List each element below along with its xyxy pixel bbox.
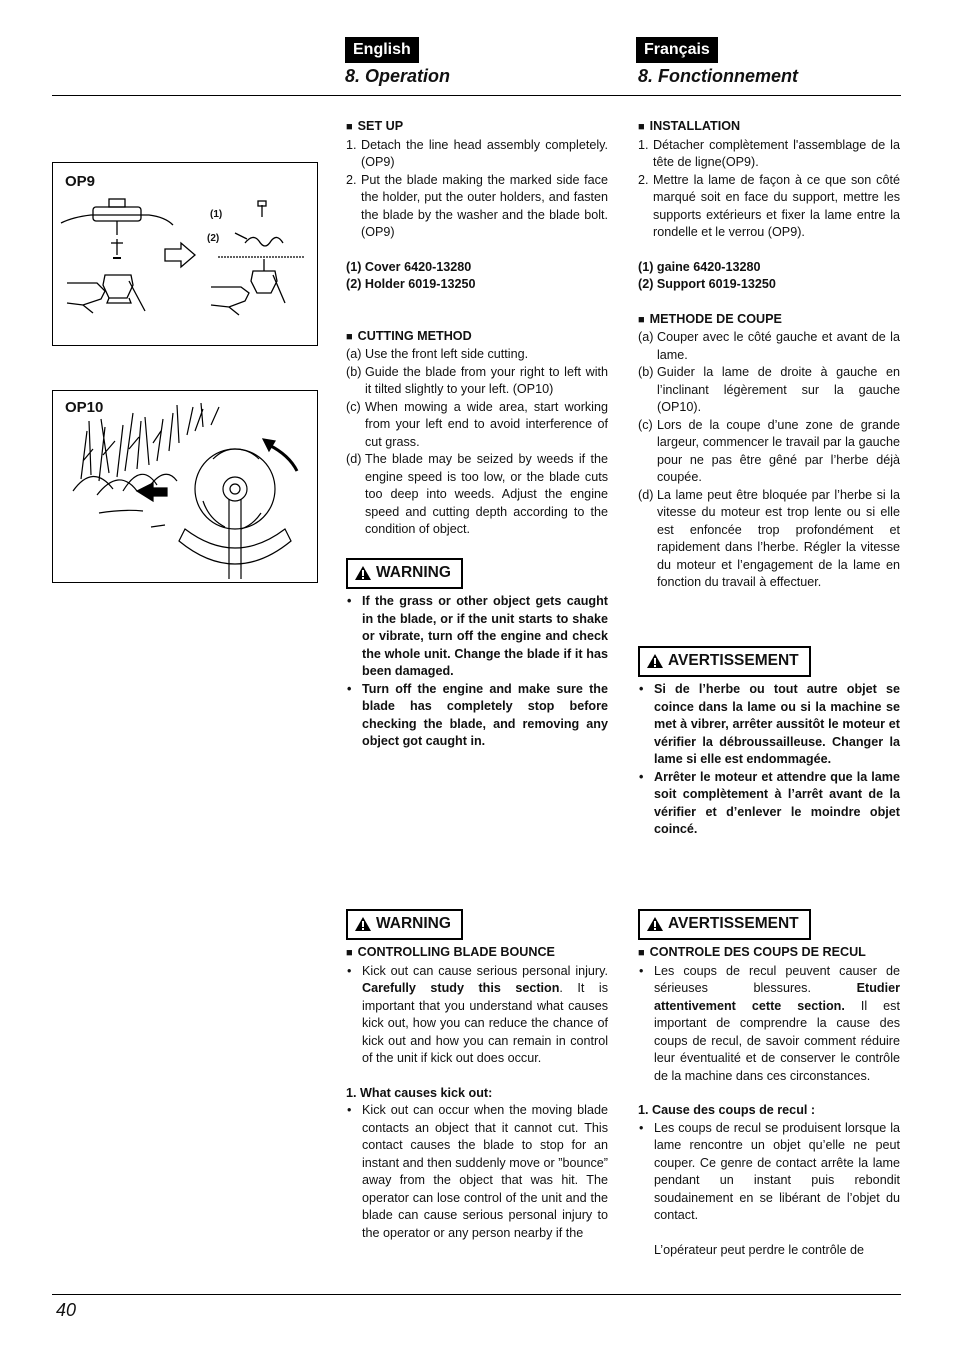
warning-box-en: [346, 558, 463, 589]
warning-bullet-en: • Turn off the engine and make sure the blade has completely stop before checking the blade, and removing any object got caught in.: [347, 681, 608, 748]
bounce-heading-en: ■ CONTROLLING BLADE BOUNCE: [346, 944, 608, 963]
page-number: 40: [56, 1300, 77, 1320]
warning-bullet-fr: • Si de l’herbe ou tout autre objet se coince dans la lame ou si la machine se met à vibrer, arrêter aussitôt le moteur et vérifier la débroussailleuse. Changer la lame si elle est endommagée.: [639, 682, 900, 766]
setup-step-en: 1. Detach the line head assembly completely. (OP9): [346, 137, 608, 169]
warning-label-en: WARNING: [376, 564, 451, 581]
language-tag-french: Français: [636, 37, 718, 63]
warning-triangle-icon: [354, 565, 372, 581]
part-holder-fr: (2) Support 6019-13250: [638, 277, 776, 291]
cutting-step-en: (b) Guide the blade from your right to left with it tilted slightly to your left. (OP10): [346, 364, 608, 396]
part-cover-en: (1) Cover 6420-13280: [346, 259, 472, 274]
footer-rule: [52, 1294, 901, 1295]
figure-op10-label: OP10: [65, 399, 104, 416]
cause-paragraph-fr: • Les coups de recul se produisent lorsque la lame rencontre un objet qu’elle ne peut couper. Ce genre de contact arrête la lame pendant un instant puis rebondit soudainement en se libérant de l’objet du contact.: [639, 1120, 900, 1222]
section-title-french: 8. Fonctionnement: [638, 66, 799, 86]
cutting-step-en: (d) The blade may be seized by weeds if the engine speed is too low, or the blade cuts too deep into weeds. Adjust the engine speed and cutting depth according to the condition of object.: [346, 452, 608, 536]
callout-2: (2): [207, 233, 220, 244]
part-cover-fr: (1) gaine 6420-13280: [638, 259, 761, 274]
cutting-step-fr: (b) Guider la lame de droite à gauche en l’inclinant légèrement sur la gauche (OP10).: [638, 365, 900, 414]
warning-label-fr: AVERTISSEMENT: [668, 652, 799, 669]
warning-bullet-en: • If the grass or other object gets caught in the blade, or if the unit starts to shake or vibrate, turn off the engine and check the whole unit. Change the blade if it has been damaged.: [347, 594, 608, 678]
cutting-step-en: (a) Use the front left side cutting.: [346, 347, 529, 361]
setup-step-en: 2. Put the blade making the marked side face the holder, put the outer holders, and fasten the blade by the washer and the blade bolt. (OP9): [346, 172, 608, 239]
cause-heading-fr: 1. Cause des coups de recul :: [638, 1103, 816, 1117]
warning-bullets-fr: [638, 681, 900, 839]
warning-triangle-icon: [354, 916, 372, 932]
cause-paragraph-en: • Kick out can occur when the moving blade contacts an object that it cannot cut. This contact causes the blade to stop for an instant and then suddenly move or ”bounce” away from the object that was hit. The operator can lose control of the unit and the blade can cause serious personal injury to the operator or any person nearby if the: [347, 1103, 608, 1240]
cutting-step-fr: (a) Couper avec le côté gauche et avant de la lame.: [638, 330, 900, 362]
warning-label-2-fr: AVERTISSEMENT: [668, 915, 799, 932]
figure-op9: [52, 162, 318, 346]
warning-bullets-en: [346, 593, 608, 751]
warning-triangle-icon: [646, 916, 664, 932]
cause-paragraph-2-fr: L’opérateur peut perdre le contrôle de: [654, 1242, 865, 1257]
section-title-english: 8. Operation: [345, 66, 451, 86]
french-column: [638, 118, 900, 592]
cutting-heading-fr: ■ METHODE DE COUPE: [638, 311, 900, 330]
cutting-heading-en: ■ CUTTING METHOD: [346, 328, 608, 347]
cutting-step-fr: (d) La lame peut être bloquée par l’herbe si la vitesse du moteur est trop lente ou si elle est enfoncée trop profondément et rapidement dans l’herbe. Régler la vitesse du moteur et l’engagement de la lame en fonction du travail à effectuer.: [638, 487, 900, 589]
bounce-paragraph-en: • Kick out can cause serious personal injury. Carefully study this section. It is important that you understand what causes kick out, how you can reduce the chance of kick out and how you can remain in control of the unit if kick out does occur.: [347, 963, 608, 1065]
setup-step-fr: 1. Détacher complètement l'assemblage de la tête de ligne(OP9).: [638, 137, 900, 169]
bounce-section-fr: [638, 944, 900, 1259]
bounce-heading-fr: ■ CONTROLE DES COUPS DE RECUL: [638, 944, 900, 963]
warning-box-2-en: [346, 909, 463, 940]
cause-heading-en: 1. What causes kick out:: [346, 1085, 493, 1100]
setup-heading-fr: ■ INSTALLATION: [638, 118, 900, 137]
figure-op9-label: OP9: [65, 173, 96, 190]
warning-box-fr: [638, 646, 811, 677]
language-tag-english: English: [345, 37, 419, 63]
setup-step-fr: 2. Mettre la lame de façon à ce que son côté marqué soit en face du support, mettre les supports extérieurs et fixer la lame entre la rondelle et le verrou (OP9).: [638, 172, 900, 239]
callout-1: (1): [210, 209, 223, 220]
setup-heading-en: ■ SET UP: [346, 118, 608, 137]
op9-illustration: [53, 163, 317, 345]
cutting-step-fr: (c) Lors de la coupe d’une zone de grande largeur, commencer le travail par la gauche pour ne pas être gêné par l’herbe déjà coupée.: [638, 417, 900, 484]
header-rule: [52, 95, 901, 96]
warning-label-2-en: WARNING: [376, 915, 451, 932]
figure-op10: [52, 390, 318, 583]
part-holder-en: (2) Holder 6019-13250: [346, 277, 476, 291]
warning-triangle-icon: [646, 653, 664, 669]
bounce-section-en: [346, 944, 608, 1242]
warning-box-2-fr: [638, 909, 811, 940]
cutting-step-en: (c) When mowing a wide area, start working from your left end to avoid interference of cut grass.: [346, 399, 608, 449]
op10-illustration: [53, 391, 317, 582]
bounce-paragraph-fr: • Les coups de recul peuvent causer de sérieuses blessures. Etudier attentivement cette section. Il est important de comprendre la cause des coups de recul, de savoir comment réduire leur éventualité et de conserver le contrôle de la machine dans ces circonstances.: [639, 963, 900, 1083]
warning-bullet-fr: • Arrêter le moteur et attendre que la lame soit complètement à l’arrêt avant de la vérifier et d’enlever le moindre objet coincé.: [639, 769, 900, 836]
english-column: [346, 118, 608, 539]
